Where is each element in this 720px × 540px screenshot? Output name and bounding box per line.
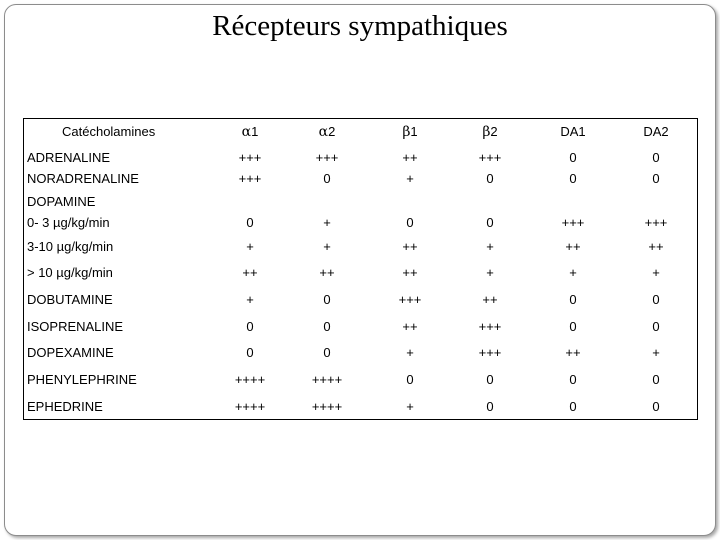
row-value: ++ — [242, 265, 258, 280]
slide-title: Récepteurs sympathiques — [212, 10, 508, 42]
row-value: + — [569, 265, 577, 280]
row-value: ++++ — [311, 399, 343, 414]
header-receptor-3 — [380, 124, 440, 140]
row-value: 0 — [569, 292, 577, 307]
row-value: +++ — [644, 215, 668, 230]
row-value: 0 — [569, 319, 577, 334]
row-value: + — [486, 239, 494, 254]
row-value: + — [652, 345, 660, 360]
row-value: 0 — [652, 150, 660, 165]
row-value: ++ — [402, 239, 418, 254]
row-value: 0 — [486, 171, 494, 186]
row-value: +++ — [561, 215, 585, 230]
row-name: NORADRENALINE — [27, 171, 139, 186]
header-receptor-4 — [460, 124, 520, 140]
receptor-suffix: 2 — [328, 124, 336, 139]
row-name: DOPAMINE — [27, 194, 96, 209]
row-value: +++ — [315, 150, 339, 165]
receptor-suffix: DA1 — [560, 124, 586, 139]
receptor-symbol: β — [402, 124, 411, 140]
row-value: 0 — [486, 399, 494, 414]
row-value: 0 — [406, 372, 414, 387]
row-value: 0 — [652, 171, 660, 186]
row-value: ++ — [565, 239, 581, 254]
row-value: 0 — [569, 171, 577, 186]
receptor-symbol: β — [482, 124, 491, 140]
row-name: ISOPRENALINE — [27, 319, 124, 334]
row-value: + — [652, 265, 660, 280]
receptor-suffix: 1 — [410, 124, 418, 139]
receptor-suffix: 1 — [251, 124, 259, 139]
row-name: ADRENALINE — [27, 150, 111, 165]
row-name: PHENYLEPHRINE — [27, 372, 137, 387]
receptor-symbol: α — [318, 124, 329, 140]
row-value: ++ — [402, 265, 418, 280]
row-value: 0 — [323, 319, 331, 334]
header-catecholamines: Catécholamines — [62, 124, 156, 139]
row-value: ++ — [402, 150, 418, 165]
row-value: + — [406, 171, 414, 186]
row-value: 0 — [246, 345, 254, 360]
row-value: ++++ — [311, 372, 343, 387]
row-value: 0 — [486, 372, 494, 387]
row-value: 0 — [323, 171, 331, 186]
row-name: > 10 µg/kg/min — [27, 265, 113, 280]
row-value: + — [246, 239, 254, 254]
row-value: +++ — [238, 171, 262, 186]
row-name: DOPEXAMINE — [27, 345, 114, 360]
row-value: ++ — [648, 239, 664, 254]
row-value: +++ — [238, 150, 262, 165]
row-name: 0- 3 µg/kg/min — [27, 215, 110, 230]
row-value: + — [323, 239, 331, 254]
row-value: 0 — [406, 215, 414, 230]
row-value: 0 — [569, 372, 577, 387]
row-value: 0 — [246, 319, 254, 334]
row-value: +++ — [398, 292, 422, 307]
row-value: ++ — [402, 319, 418, 334]
row-value: ++ — [482, 292, 498, 307]
receptor-suffix: 2 — [490, 124, 498, 139]
row-value: + — [406, 345, 414, 360]
row-value: +++ — [478, 150, 502, 165]
row-value: + — [486, 265, 494, 280]
row-value: 0 — [652, 399, 660, 414]
row-value: +++ — [478, 319, 502, 334]
row-value: 0 — [323, 292, 331, 307]
header-receptor-2 — [297, 124, 357, 140]
row-value: +++ — [478, 345, 502, 360]
row-value: + — [246, 292, 254, 307]
row-value: 0 — [569, 150, 577, 165]
header-receptor-1 — [220, 124, 280, 140]
receptor-symbol: α — [241, 124, 252, 140]
receptor-suffix: DA2 — [643, 124, 669, 139]
header-receptor-5 — [543, 124, 603, 140]
row-value: 0 — [652, 292, 660, 307]
row-value: ++ — [565, 345, 581, 360]
row-value: 0 — [652, 319, 660, 334]
row-value: + — [406, 399, 414, 414]
row-name: DOBUTAMINE — [27, 292, 113, 307]
row-value: ++ — [319, 265, 335, 280]
row-value: ++++ — [234, 372, 266, 387]
row-value: 0 — [486, 215, 494, 230]
row-name: 3-10 µg/kg/min — [27, 239, 114, 254]
header-receptor-6 — [626, 124, 686, 140]
row-value: + — [323, 215, 331, 230]
row-value: ++++ — [234, 399, 266, 414]
row-name: EPHEDRINE — [27, 399, 103, 414]
row-value: 0 — [652, 372, 660, 387]
row-value: 0 — [569, 399, 577, 414]
row-value: 0 — [323, 345, 331, 360]
row-value: 0 — [246, 215, 254, 230]
